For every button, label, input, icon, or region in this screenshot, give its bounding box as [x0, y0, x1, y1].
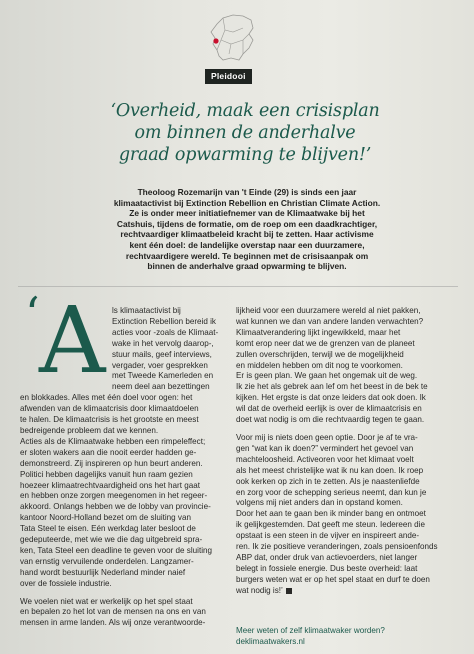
- headline-line: graad opwarming te blijven!’: [118, 145, 372, 165]
- body-line: van ernstig vervuilende onderdelen. Langzamer-: [20, 556, 194, 566]
- body-line: Voor mij is niets doen geen optie. Door je af te vra-: [236, 432, 418, 442]
- body-line: Klimaatverandering lijkt ingewikkeld, maar het: [236, 327, 401, 337]
- intro-line: rechtvaardigere wereld. Te beginnen met de crisisaanpak om: [125, 250, 369, 261]
- body-line: volgens mij niet anders dan in opstand komen.: [236, 498, 403, 508]
- body-line: wil dat de overheid eerlijk is over de klimaatcrisis en: [236, 404, 422, 414]
- body-line: bedreigende probleem dat we kennen.: [20, 425, 159, 435]
- body-line: neem deel aan bezettingen: [112, 382, 210, 392]
- section-tag: Pleidooi: [205, 69, 252, 84]
- location-marker-icon: [213, 38, 218, 43]
- body-line: belegt in fossiele energie. Dus beste overheid: laat: [236, 563, 418, 573]
- body-line: hoezeer klimaatrechtvaardigheid ons het hart gaat: [20, 480, 200, 490]
- body-line: stuur mails, geef interviews,: [112, 349, 212, 359]
- drop-cap-quote: ‘: [25, 287, 40, 341]
- body-line: ABP dat, onder druk van actievoerders, niet langer: [236, 552, 418, 562]
- body-line: wat kunnen we dan van andere landen verwachten?: [236, 316, 424, 326]
- intro-line: binnen de anderhalve graad opwarming te blijven.: [147, 261, 347, 272]
- body-line: te halen. De klimaatcrisis is het grootste en meest: [20, 415, 199, 425]
- body-line: ik gelijkgestemden. Dat geeft me steun. Iedereen die: [236, 520, 425, 530]
- body-line: akkoord. Onlangs hebben we de lobby van provincie-: [20, 502, 211, 512]
- intro-line: klimaatactivist bij Extinction Rebellion en Christian Climate Action.: [113, 197, 381, 208]
- body-line: en hebben onze zorgen meegenomen in het regeer-: [20, 491, 208, 501]
- headline: [95, 100, 395, 166]
- drop-cap-letter: A: [39, 287, 106, 394]
- body-line: Extinction Rebellion bereid ik: [112, 316, 216, 326]
- body-line: en blokkades. Alles met één doel voor ogen: het: [20, 393, 193, 403]
- intro-line: Theoloog Rozemarijn van 't Einde (29) is sinds een jaar: [137, 187, 357, 197]
- body-line: Ik zie het als gebrek aan lef om het beest in de bek te: [236, 382, 428, 392]
- footer-cta: [236, 626, 385, 648]
- intro-line: kent één doel: de landelijke overstap naar een duurzamere,: [129, 239, 365, 250]
- body-line-end: wat nodig is!’: [236, 585, 283, 595]
- body-line: gedeputeerde, met wie we die dag uitgebreid spra-: [20, 535, 203, 545]
- end-mark-icon: [286, 588, 292, 594]
- body-line: Acties als de Klimaatwake hebben een rimpeleffect;: [20, 436, 206, 446]
- body-line: ken, Tata Steel een deadline te geven voor de sluiting: [20, 545, 212, 555]
- body-line: hand wordt bestuurlijk Nederland minder naief: [20, 567, 186, 577]
- body-line: lijkheid voor een duurzamere wereld al niet pakken,: [236, 306, 421, 315]
- body-line: wake in het vervolg daarop-,: [112, 338, 214, 348]
- intro-line: Catshuis, tijdens de formatie, om de roep om een daadkrachtiger,: [116, 218, 378, 229]
- body-line: over de fossiele industrie.: [20, 578, 112, 588]
- body-line: kijken. Het ergste is dat onze leiders dat ook doen. Ik: [236, 393, 426, 403]
- body-line: Tata Steel te eisen. Eén werkdag later besloot de: [20, 524, 196, 534]
- body-line: ls klimaatactivist bij: [112, 306, 181, 315]
- body-line: doet wat nodig is om die rechtvaardig tegen te gaan.: [236, 415, 425, 425]
- intro-line: Ze is onder meer initiatiefnemer van de Klimaatwake bij het: [129, 208, 365, 219]
- body-line: en zorg voor de schepping serieus neemt, dan kun je: [236, 487, 427, 497]
- footer-question: Meer weten of zelf klimaatwaker worden?: [236, 626, 385, 635]
- body-line: er sloten wakers aan die nooit eerder hadden ge-: [20, 447, 197, 457]
- body-line: opstaat is een steen in de vijver en inspireert ande-: [236, 531, 420, 541]
- website-link[interactable]: deklimaatwakers.nl: [236, 636, 305, 646]
- body-line: Politici hebben dagelijks vanuit hun raam gezien: [20, 469, 193, 479]
- netherlands-map-icon: [203, 10, 259, 64]
- body-line: demonstreerd. Zij inspireren op hun beurt anderen.: [20, 458, 203, 468]
- body-line: ren. Ik zie positieve veranderingen, zoals pensioenfonds: [236, 542, 438, 552]
- body-line: Er is geen plan. We gaan het ongemak uit de weg.: [236, 371, 418, 381]
- headline-line: ‘Overheid, maak een crisisplan: [110, 101, 380, 121]
- body-line: Door het aan te gaan ben ik minder bang en ontmoet: [236, 509, 426, 519]
- body-line: met Tweede Kamerleden en: [112, 371, 214, 381]
- body-line: zullen overschrijden, terwijl we de mogelijkheid: [236, 349, 404, 359]
- body-line: als het meest christelijke wat ik nu kan doen. Ik roep: [236, 465, 424, 475]
- body-line: kantoor Noord-Holland bezet om de sluiting van: [20, 513, 191, 523]
- body-line: [236, 586, 458, 597]
- left-column: [20, 306, 228, 629]
- body-line: machteloosheid. Activeoren voor het klimaat voelt: [236, 454, 414, 464]
- body-line: gen “wat kan ik doen?” vermindert het gevoel van: [236, 443, 414, 453]
- body-line: ook kerken op zich in te zetten. Als je naastenliefde: [236, 476, 420, 486]
- body-line: en middelen hebben om dit nog te voorkomen.: [236, 360, 403, 370]
- intro-lead: [100, 187, 394, 272]
- body-line: en bepalen zo het lot van de mensen na ons en van: [20, 607, 206, 617]
- body-line: komt erop neer dat we de grenzen van de planeet: [236, 338, 415, 348]
- body-line: acties voor -zoals de Klimaat-: [112, 327, 219, 337]
- body-line: We voelen niet wat er werkelijk op het spel staat: [20, 596, 193, 606]
- headline-line: om binnen de anderhalve: [134, 123, 356, 143]
- body-line: mensen in arme landen. Als wij onze verantwoorde-: [20, 618, 206, 628]
- right-column: [236, 306, 458, 597]
- intro-line: rechtvaardiger klimaatbeleid kracht bij te zetten. Haar activisme: [120, 229, 374, 240]
- body-line: burgers weten wat er op het spel staat en durf te doen: [236, 574, 430, 584]
- body-line: afwenden van de klimaatcrisis door klimaatdoelen: [20, 404, 199, 414]
- body-line: vergader, voer gesprekken: [112, 360, 208, 370]
